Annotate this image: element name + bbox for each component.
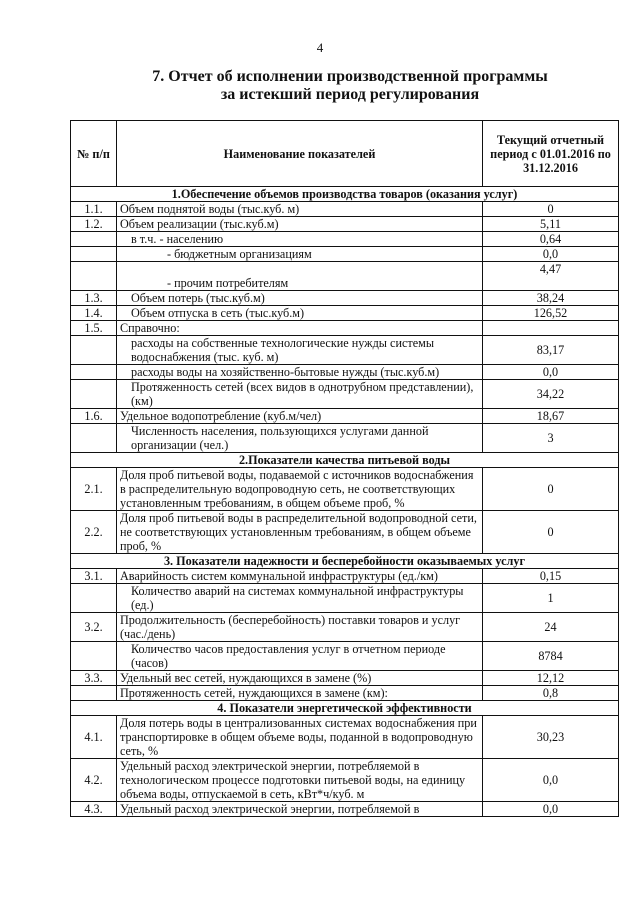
header-name: Наименование показателей xyxy=(117,121,483,187)
row-value: 1 xyxy=(483,584,619,613)
row-indicator-name: Справочно: xyxy=(117,321,483,336)
table-row xyxy=(71,232,619,247)
row-indicator-name: Объем потерь (тыс.куб.м) xyxy=(117,291,483,306)
section-row xyxy=(71,554,619,569)
row-number xyxy=(71,642,117,671)
table-row xyxy=(71,802,619,817)
report-table xyxy=(70,120,619,817)
row-number xyxy=(71,686,117,701)
table-row xyxy=(71,409,619,424)
table-row xyxy=(71,686,619,701)
row-indicator-name: Количество аварий на системах коммунальной инфраструктуры (ед.) xyxy=(117,584,483,613)
row-number xyxy=(71,424,117,453)
row-indicator-name: Аварийность систем коммунальной инфраструктуры (ед./км) xyxy=(117,569,483,584)
table-row xyxy=(71,424,619,453)
table-row xyxy=(71,365,619,380)
row-number: 4.2. xyxy=(71,759,117,802)
table-row xyxy=(71,468,619,511)
row-indicator-name: Удельный вес сетей, нуждающихся в замене (%) xyxy=(117,671,483,686)
row-value: 0 xyxy=(483,468,619,511)
row-number: 4.3. xyxy=(71,802,117,817)
row-value: 0,64 xyxy=(483,232,619,247)
table-row xyxy=(71,613,619,642)
row-value: 126,52 xyxy=(483,306,619,321)
row-number xyxy=(71,336,117,365)
row-value: 4,47 xyxy=(483,262,619,291)
row-number: 2.1. xyxy=(71,468,117,511)
table-row xyxy=(71,671,619,686)
title-line-1: 7. Отчет об исполнении производственной программы xyxy=(152,68,548,85)
table-row xyxy=(71,759,619,802)
table-row xyxy=(71,569,619,584)
table-row xyxy=(71,247,619,262)
table-row xyxy=(71,202,619,217)
row-value: 0,15 xyxy=(483,569,619,584)
table-row xyxy=(71,262,619,291)
header-row xyxy=(71,121,619,187)
row-number: 3.1. xyxy=(71,569,117,584)
row-number xyxy=(71,232,117,247)
section-title: 4. Показатели энергетической эффективности xyxy=(71,701,619,716)
row-number: 1.6. xyxy=(71,409,117,424)
table-row xyxy=(71,321,619,336)
row-value: 0 xyxy=(483,511,619,554)
row-number: 1.2. xyxy=(71,217,117,232)
row-indicator-name: Объем поднятой воды (тыс.куб. м) xyxy=(117,202,483,217)
row-indicator-name: Количество часов предоставления услуг в отчетном периоде (часов) xyxy=(117,642,483,671)
row-indicator-name: Удельный расход электрической энергии, потребляемой в технологическом процессе подготовки питьевой воды, на единицу объема воды, отпускаемой в сеть, кВт*ч/куб. м xyxy=(117,759,483,802)
row-value: 3 xyxy=(483,424,619,453)
row-number: 1.3. xyxy=(71,291,117,306)
header-period: Текущий отчетный период с 01.01.2016 по 31.12.2016 xyxy=(483,121,619,187)
row-indicator-name: Доля потерь воды в централизованных системах водоснабжения при транспортировке в общем объеме воды, поданной в водопроводную сеть, % xyxy=(117,716,483,759)
row-indicator-name: Объем отпуска в сеть (тыс.куб.м) xyxy=(117,306,483,321)
row-indicator-name: расходы воды на хозяйственно-бытовые нужды (тыс.куб.м) xyxy=(117,365,483,380)
row-number xyxy=(71,380,117,409)
row-indicator-name: Протяженность сетей (всех видов в однотрубном представлении), (км) xyxy=(117,380,483,409)
row-value: 0,0 xyxy=(483,365,619,380)
row-number: 1.5. xyxy=(71,321,117,336)
table-row xyxy=(71,291,619,306)
row-value: 0,8 xyxy=(483,686,619,701)
row-value: 12,12 xyxy=(483,671,619,686)
section-title: 1.Обеспечение объемов производства товаров (оказания услуг) xyxy=(71,187,619,202)
row-value: 0,0 xyxy=(483,759,619,802)
section-row xyxy=(71,701,619,716)
row-indicator-name: Численность населения, пользующихся услугами данной организации (чел.) xyxy=(117,424,483,453)
table-row xyxy=(71,217,619,232)
row-value: 0,0 xyxy=(483,802,619,817)
table-row xyxy=(71,716,619,759)
table-row xyxy=(71,336,619,365)
row-number xyxy=(71,584,117,613)
row-number: 1.4. xyxy=(71,306,117,321)
row-number: 3.2. xyxy=(71,613,117,642)
row-indicator-name: Удельный расход электрической энергии, потребляемой в xyxy=(117,802,483,817)
header-num: № п/п xyxy=(71,121,117,187)
row-number: 4.1. xyxy=(71,716,117,759)
page-number: 4 xyxy=(316,40,324,55)
section-title: 3. Показатели надежности и бесперебойности оказываемых услуг xyxy=(71,554,619,569)
row-value: 0 xyxy=(483,202,619,217)
section-row xyxy=(71,187,619,202)
row-value xyxy=(483,321,619,336)
table-row xyxy=(71,511,619,554)
row-value: 83,17 xyxy=(483,336,619,365)
table-row xyxy=(71,380,619,409)
row-indicator-name: Удельное водопотребление (куб.м/чел) xyxy=(117,409,483,424)
row-indicator-name: Доля проб питьевой воды, подаваемой с источников водоснабжения в распределительную водопроводную сеть, не соответствующих установленным требованиям, в общем объеме проб, % xyxy=(117,468,483,511)
row-number xyxy=(71,247,117,262)
row-indicator-name: расходы на собственные технологические нужды системы водоснабжения (тыс. куб. м) xyxy=(117,336,483,365)
row-indicator-name: - бюджетным организациям xyxy=(117,247,483,262)
row-number: 2.2. xyxy=(71,511,117,554)
section-title: 2.Показатели качества питьевой воды xyxy=(71,453,619,468)
row-indicator-name: - прочим потребителям xyxy=(117,262,483,291)
title-line-2: за истекший период регулирования xyxy=(220,86,480,103)
table-body xyxy=(71,187,619,817)
row-indicator-name: Доля проб питьевой воды в распределительной водопроводной сети, не соответствующих установленным требованиям, в общем объеме проб, % xyxy=(117,511,483,554)
row-value: 30,23 xyxy=(483,716,619,759)
row-number: 3.3. xyxy=(71,671,117,686)
row-value: 8784 xyxy=(483,642,619,671)
page-title xyxy=(60,68,640,104)
row-value: 18,67 xyxy=(483,409,619,424)
row-value: 24 xyxy=(483,613,619,642)
row-indicator-name: в т.ч. - населению xyxy=(117,232,483,247)
row-number: 1.1. xyxy=(71,202,117,217)
row-value: 34,22 xyxy=(483,380,619,409)
row-value: 0,0 xyxy=(483,247,619,262)
row-value: 5,11 xyxy=(483,217,619,232)
row-indicator-name: Продолжительность (бесперебойность) поставки товаров и услуг (час./день) xyxy=(117,613,483,642)
section-row xyxy=(71,453,619,468)
row-number xyxy=(71,365,117,380)
table-row xyxy=(71,642,619,671)
row-indicator-name: Протяженность сетей, нуждающихся в замене (км): xyxy=(117,686,483,701)
row-indicator-name: Объем реализации (тыс.куб.м) xyxy=(117,217,483,232)
table-row xyxy=(71,584,619,613)
row-value: 38,24 xyxy=(483,291,619,306)
table-row xyxy=(71,306,619,321)
row-number xyxy=(71,262,117,291)
